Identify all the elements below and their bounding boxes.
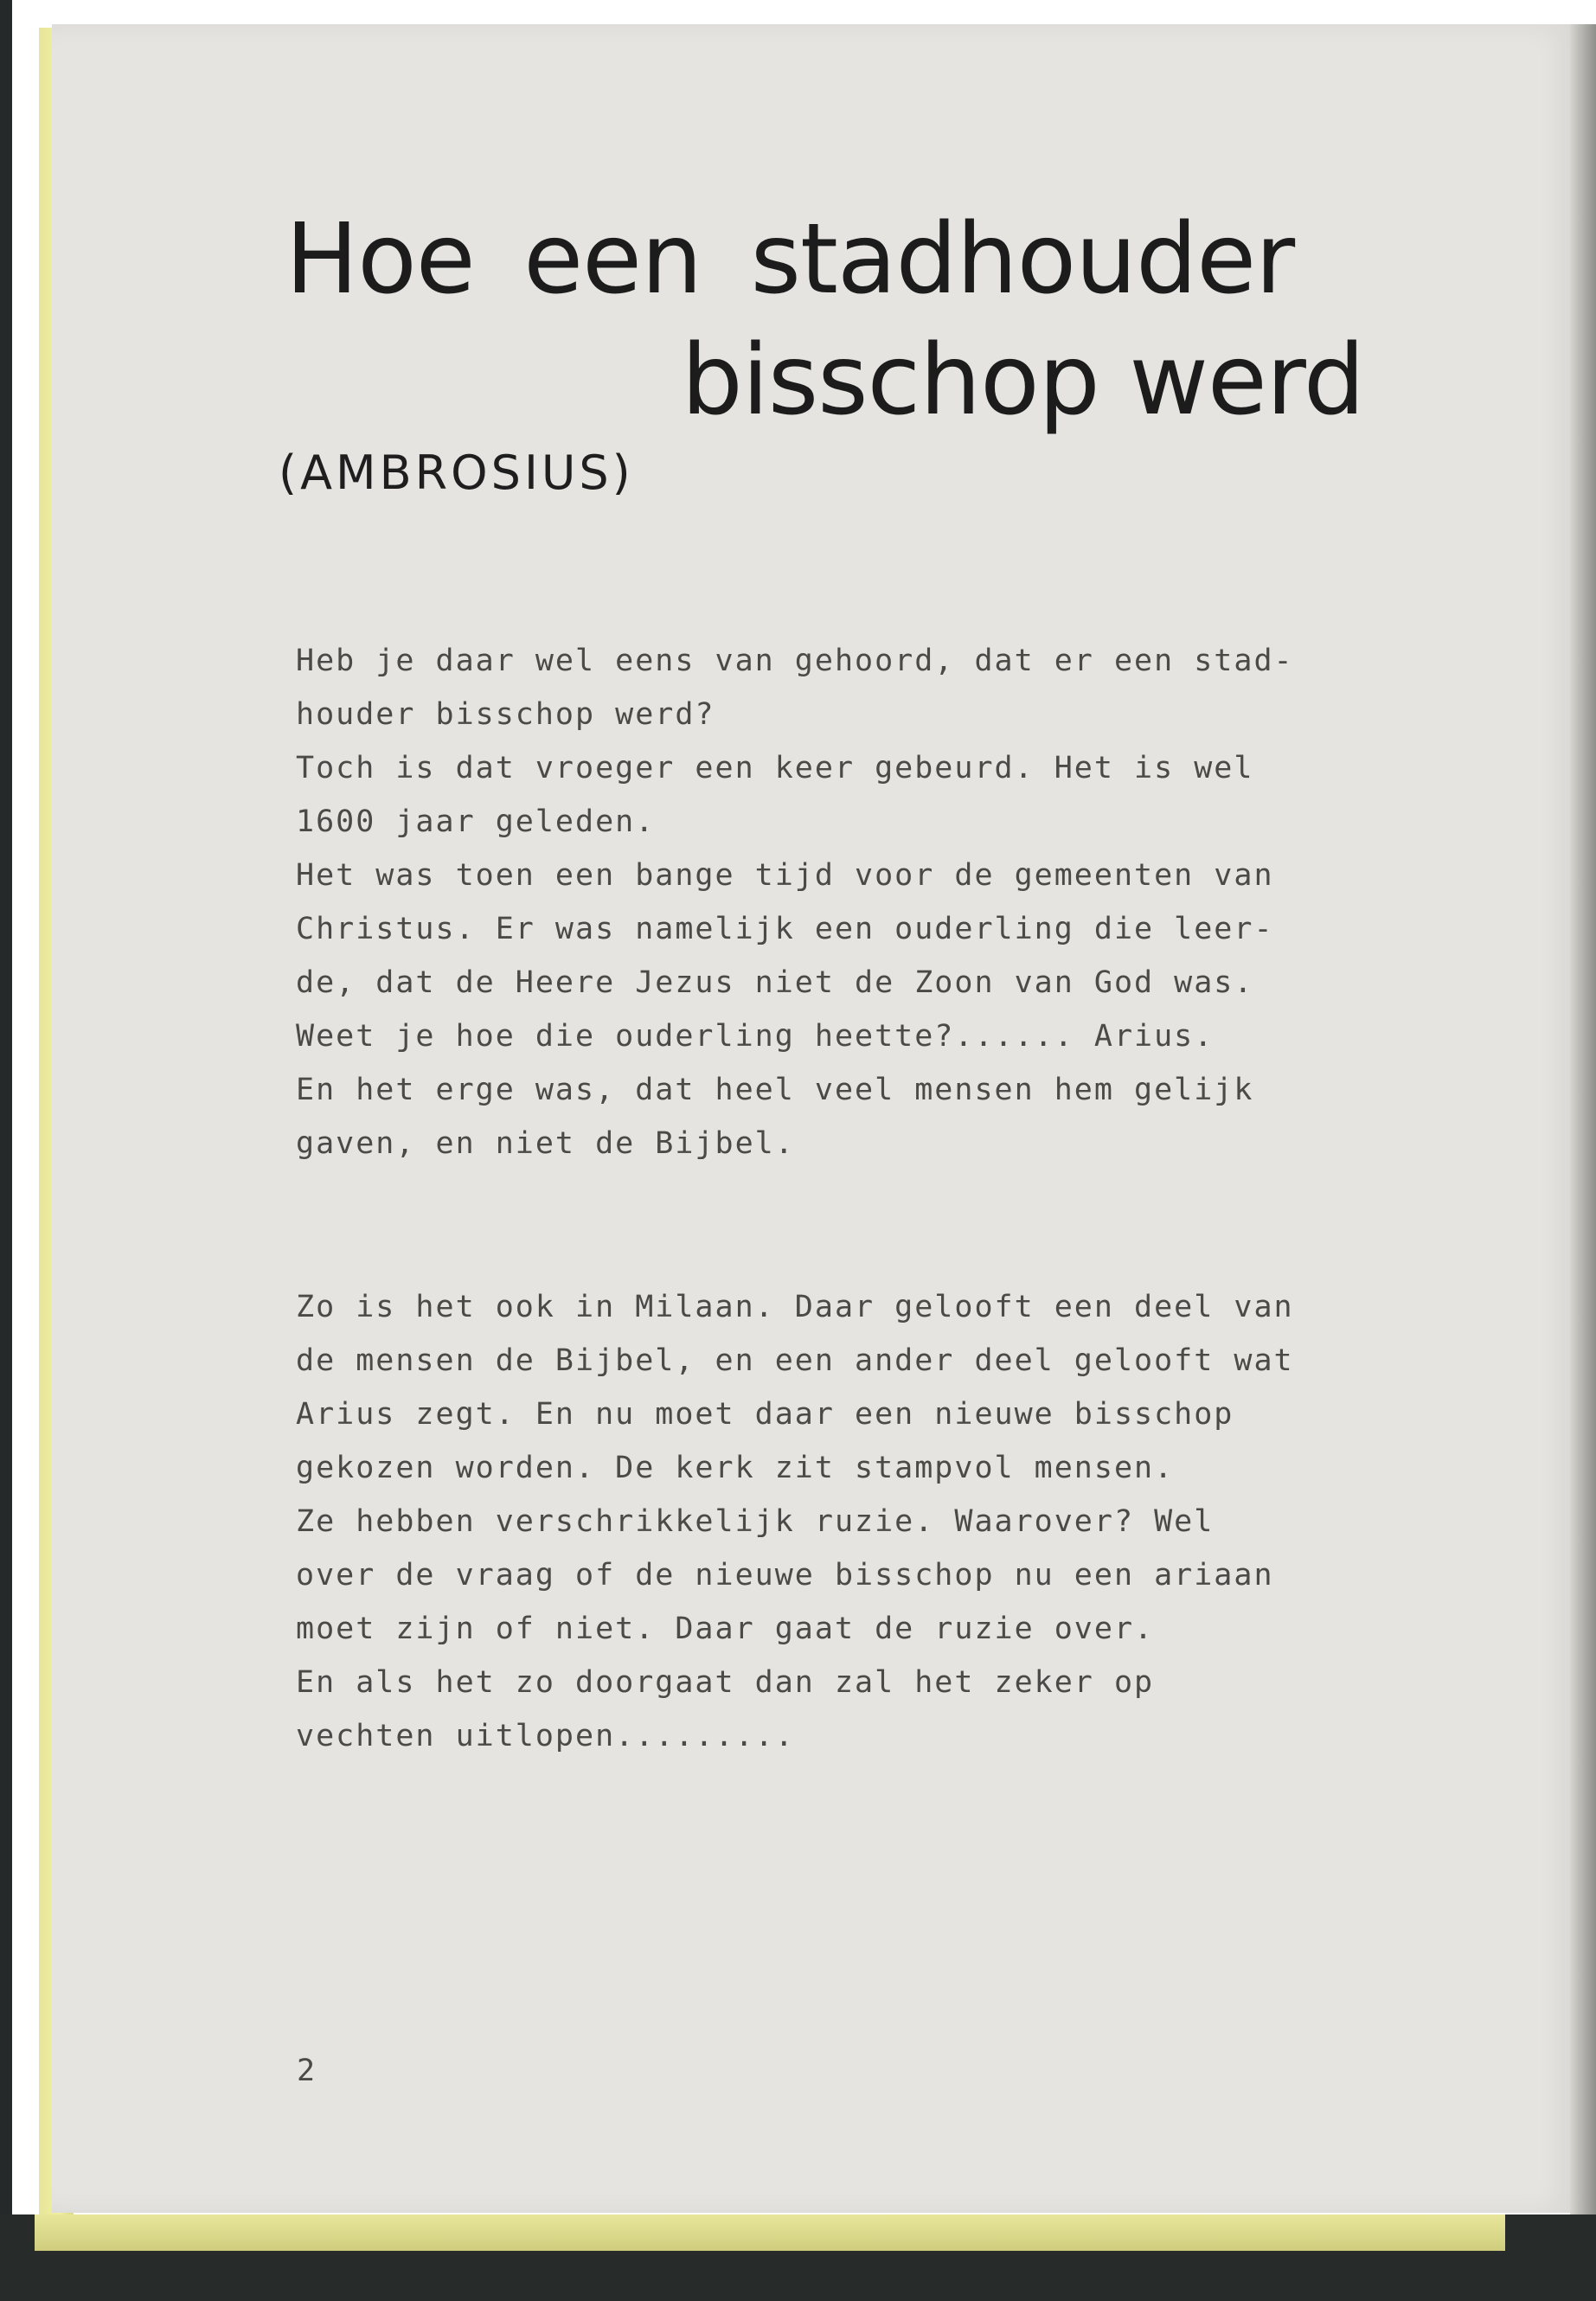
page-bottom-edge [35, 2214, 1505, 2251]
text-line: houder bisschop werd? [296, 697, 715, 732]
book-cover-edge [0, 0, 12, 2301]
text-line: gekozen worden. De kerk zit stampvol mensen. [296, 1451, 1175, 1485]
paragraph-2 [296, 1280, 1420, 1763]
text-line: Weet je hoe die ouderling heette?...... Arius. [296, 1019, 1215, 1054]
text-line: over de vraag of de nieuwe bisschop nu een ariaan [296, 1558, 1274, 1593]
title-line-2: bisschop werd [681, 324, 1364, 437]
subtitle: (AMBROSIUS) [279, 445, 634, 500]
text-line: Christus. Er was namelijk een ouderling die leer- [296, 912, 1274, 946]
text-line: Heb je daar wel eens van gehoord, dat er een stad- [296, 644, 1294, 678]
text-line: En als het zo doorgaat dan zal het zeker op [296, 1665, 1155, 1700]
text-line: Zo is het ook in Milaan. Daar gelooft een deel van [296, 1290, 1294, 1324]
text-line: Arius zegt. En nu moet daar een nieuwe bisschop [296, 1397, 1234, 1432]
text-line: moet zijn of niet. Daar gaat de ruzie over. [296, 1612, 1155, 1646]
paragraph-1 [296, 634, 1420, 1170]
text-line: Ze hebben verschrikkelijk ruzie. Waarover? Wel [296, 1504, 1215, 1539]
text-line: Toch is dat vroeger een keer gebeurd. Het is wel [296, 751, 1254, 785]
text-line: vechten uitlopen......... [296, 1719, 795, 1753]
title-line-1: Hoe een stadhouder [285, 203, 1295, 316]
page-number: 2 [297, 2054, 316, 2088]
text-line: En het erge was, dat heel veel mensen hem gelijk [296, 1073, 1254, 1107]
text-line: 1600 jaar geleden. [296, 804, 656, 839]
text-line: de mensen de Bijbel, en een ander deel gelooft wat [296, 1343, 1294, 1378]
page-right-shadow [1570, 24, 1596, 2230]
text-line: gaven, en niet de Bijbel. [296, 1126, 795, 1161]
page-title [285, 199, 1371, 441]
text-line: de, dat de Heere Jezus niet de Zoon van God was. [296, 965, 1254, 1000]
text-line: Het was toen een bange tijd voor de gemeenten van [296, 858, 1274, 893]
